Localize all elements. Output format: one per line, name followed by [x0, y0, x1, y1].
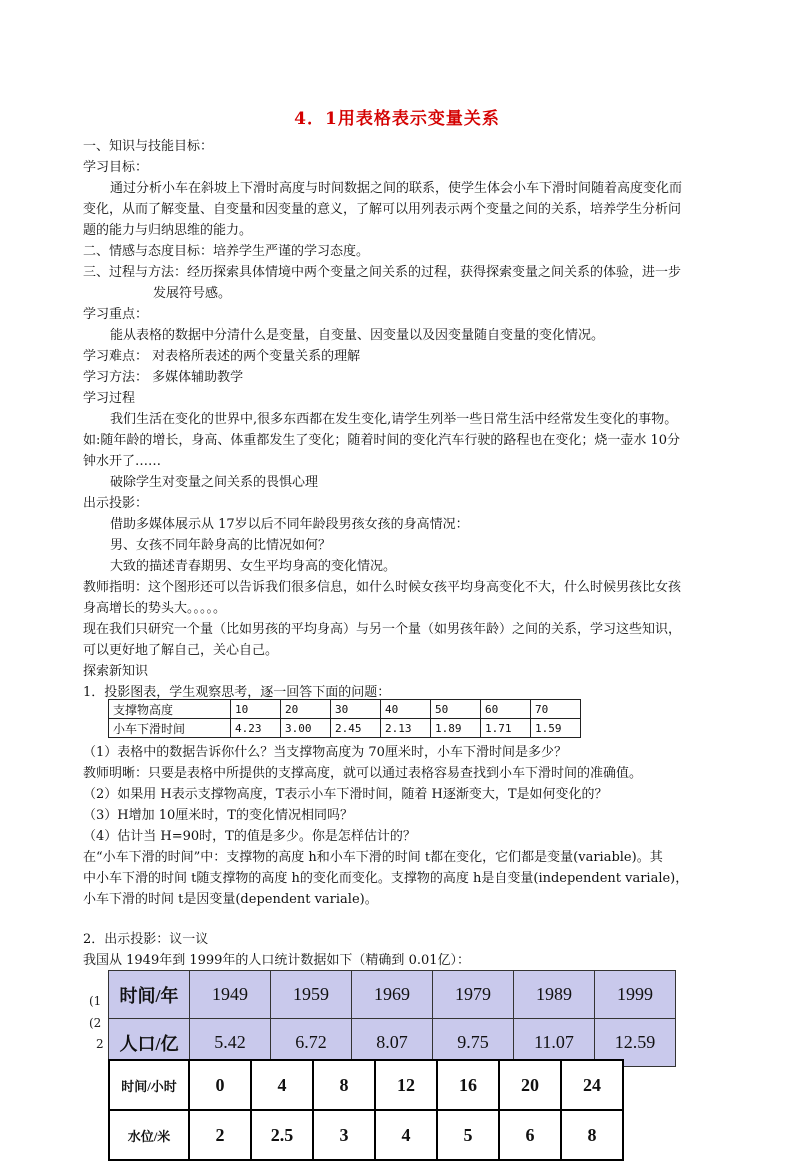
page-title: 4．1用表格表示变量关系 [294, 109, 500, 129]
table-cell: 1969 [352, 971, 433, 1019]
table-cell: 5 [437, 1110, 499, 1160]
table-cell: 1.71 [481, 719, 531, 738]
table-cell: 4 [375, 1110, 437, 1160]
text-line: 发展符号感。 [153, 286, 232, 301]
table-cell: 3.00 [281, 719, 331, 738]
text-line: 变化，从而了解变量、自变量和因变量的意义，了解可以用列表示两个变量之间的关系，培养学生分析问 [83, 202, 682, 217]
table-header-cell: 人口/亿 [109, 1019, 190, 1067]
table-header-cell: 时间/年 [109, 971, 190, 1019]
text-line: 身高增长的势头大。。。。。 [83, 601, 227, 616]
text-line: 出示投影： [83, 496, 149, 511]
text-line: （4）估计当 H=90时，T的值是多少。你是怎样估计的？ [83, 829, 416, 844]
table-cell: 12.59 [595, 1019, 676, 1067]
table-cell: 8 [313, 1060, 375, 1110]
table-cell: 40 [381, 700, 431, 719]
table-cell: 16 [437, 1060, 499, 1110]
text-line: 探索新知识 [83, 664, 149, 679]
text-line: 1．投影图表，学生观察思考，逐一回答下面的问题： [83, 685, 391, 700]
table-header-cell: 时间/小时 [109, 1060, 189, 1110]
text-line: 通过分析小车在斜坡上下滑时高度与时间数据之间的联系，使学生体会小车下滑时间随着高度变化而 [110, 181, 683, 196]
text-line: 能从表格的数据中分清什么是变量，自变量、因变量以及因变量随自变量的变化情况。 [110, 328, 605, 343]
table-row [109, 719, 581, 738]
table-cell: 8 [561, 1110, 623, 1160]
table-cell: 3 [313, 1110, 375, 1160]
table-cell: 1979 [433, 971, 514, 1019]
table-cell: 2 [189, 1110, 251, 1160]
text-line: 题的能力与归纳思维的能力。 [83, 223, 253, 238]
text-line: 如:随年龄的增长，身高、体重都发生了变化；随着时间的变化汽车行驶的路程也在变化；烧一壶水 10分 [83, 433, 681, 448]
table-cell: 5.42 [190, 1019, 271, 1067]
text-line: 小车下滑的时间 t是因变量(dependent variale)。 [83, 892, 378, 907]
table-header-cell: 小车下滑时间 [109, 719, 231, 738]
text-line: 借助多媒体展示从 17岁以后不同年龄段男孩女孩的身高情况： [110, 517, 469, 532]
table-cell: 70 [531, 700, 581, 719]
table-cell: 20 [499, 1060, 561, 1110]
population-table [108, 970, 676, 1067]
table-cell: 4.23 [231, 719, 281, 738]
table-cell: 6 [499, 1110, 561, 1160]
table-cell: 6.72 [271, 1019, 352, 1067]
table-cell: 10 [231, 700, 281, 719]
text-line: 二、情感与态度目标：培养学生严谨的学习态度。 [83, 244, 370, 259]
text-line: 学习难点： 对表格所表述的两个变量关系的理解 [83, 349, 361, 364]
table-cell: 0 [189, 1060, 251, 1110]
text-line: 学习过程 [83, 391, 136, 406]
text-line: 三、过程与方法：经历探索具体情境中两个变量之间关系的过程，获得探索变量之间关系的体验，进一步 [83, 265, 682, 280]
text-line: （3）H增加 10厘米时，T的变化情况相同吗？ [83, 808, 353, 823]
table-cell: 1.89 [431, 719, 481, 738]
text-line: 教师明晰：只要是表格中所提供的支撑高度，就可以通过表格容易查找到小车下滑时间的准确值。 [83, 766, 643, 781]
table-cell: 1959 [271, 971, 352, 1019]
table-cell: 1999 [595, 971, 676, 1019]
text-line: （2）如果用 H表示支撑物高度，T表示小车下滑时间，随着 H逐渐变大，T是如何变化的？ [83, 787, 608, 802]
text-line: 钟水开了…… [83, 454, 162, 469]
table-header-cell: 水位/米 [109, 1110, 189, 1160]
table-cell: 2.13 [381, 719, 431, 738]
text-line: 一、知识与技能目标： [83, 139, 214, 154]
text-line: 大致的描述青春期男、女生平均身高的变化情况。 [110, 559, 397, 574]
table-cell: 60 [481, 700, 531, 719]
text-line: 我国从 1949年到 1999年的人口统计数据如下（精确到 0.01亿）： [83, 953, 471, 968]
table-cell: 1.59 [531, 719, 581, 738]
table-cell: 2.45 [331, 719, 381, 738]
table-cell: 9.75 [433, 1019, 514, 1067]
table-row [109, 1110, 623, 1160]
table-header-cell: 支撑物高度 [109, 700, 231, 719]
text-line: 教师指明：这个图形还可以告诉我们很多信息，如什么时候女孩平均身高变化不大，什么时候男孩比女孩 [83, 580, 682, 595]
text-line: 学习目标： [83, 160, 149, 175]
side-mark: 2 [96, 1037, 104, 1051]
table-cell: 1949 [190, 971, 271, 1019]
table-cell: 50 [431, 700, 481, 719]
table-cell: 12 [375, 1060, 437, 1110]
table-cell: 20 [281, 700, 331, 719]
side-mark: (1 [89, 994, 102, 1008]
text-line: 破除学生对变量之间关系的畏惧心理 [110, 475, 319, 490]
table-cell: 30 [331, 700, 381, 719]
side-mark: (2 [89, 1016, 102, 1030]
table-row [109, 700, 581, 719]
table-cell: 11.07 [514, 1019, 595, 1067]
text-line: 在“小车下滑的时间”中：支撑物的高度 h和小车下滑的时间 t都在变化，它们都是变量(variable)。其 [83, 850, 663, 865]
water-level-table [108, 1059, 624, 1161]
text-line: 可以更好地了解自己，关心自己。 [83, 643, 279, 658]
table-cell: 2.5 [251, 1110, 313, 1160]
table-row [109, 971, 676, 1019]
text-line: 我们生活在变化的世界中,很多东西都在发生变化,请学生列举一些日常生活中经常发生变化的事物。 [110, 412, 678, 427]
table-cell: 24 [561, 1060, 623, 1110]
text-line: 2．出示投影：议一议 [83, 932, 209, 947]
text-line: 现在我们只研究一个量（比如男孩的平均身高）与另一个量（如男孩年龄）之间的关系，学习这些知识， [83, 622, 682, 637]
text-line: （1）表格中的数据告诉你什么？当支撑物高度为 70厘米时，小车下滑时间是多少？ [83, 745, 567, 760]
text-line: 学习重点： [83, 307, 149, 322]
table-cell: 4 [251, 1060, 313, 1110]
table-cell: 1989 [514, 971, 595, 1019]
table-row [109, 1060, 623, 1110]
text-line: 学习方法： 多媒体辅助教学 [83, 370, 244, 385]
text-line: 男、女孩不同年龄身高的比情况如何？ [110, 538, 332, 553]
text-line: 中小车下滑的时间 t随支撑物的高度 h的变化而变化。支撑物的高度 h是自变量(independent variale)， [83, 871, 689, 886]
table-cell: 8.07 [352, 1019, 433, 1067]
slide-data-table [108, 699, 581, 738]
